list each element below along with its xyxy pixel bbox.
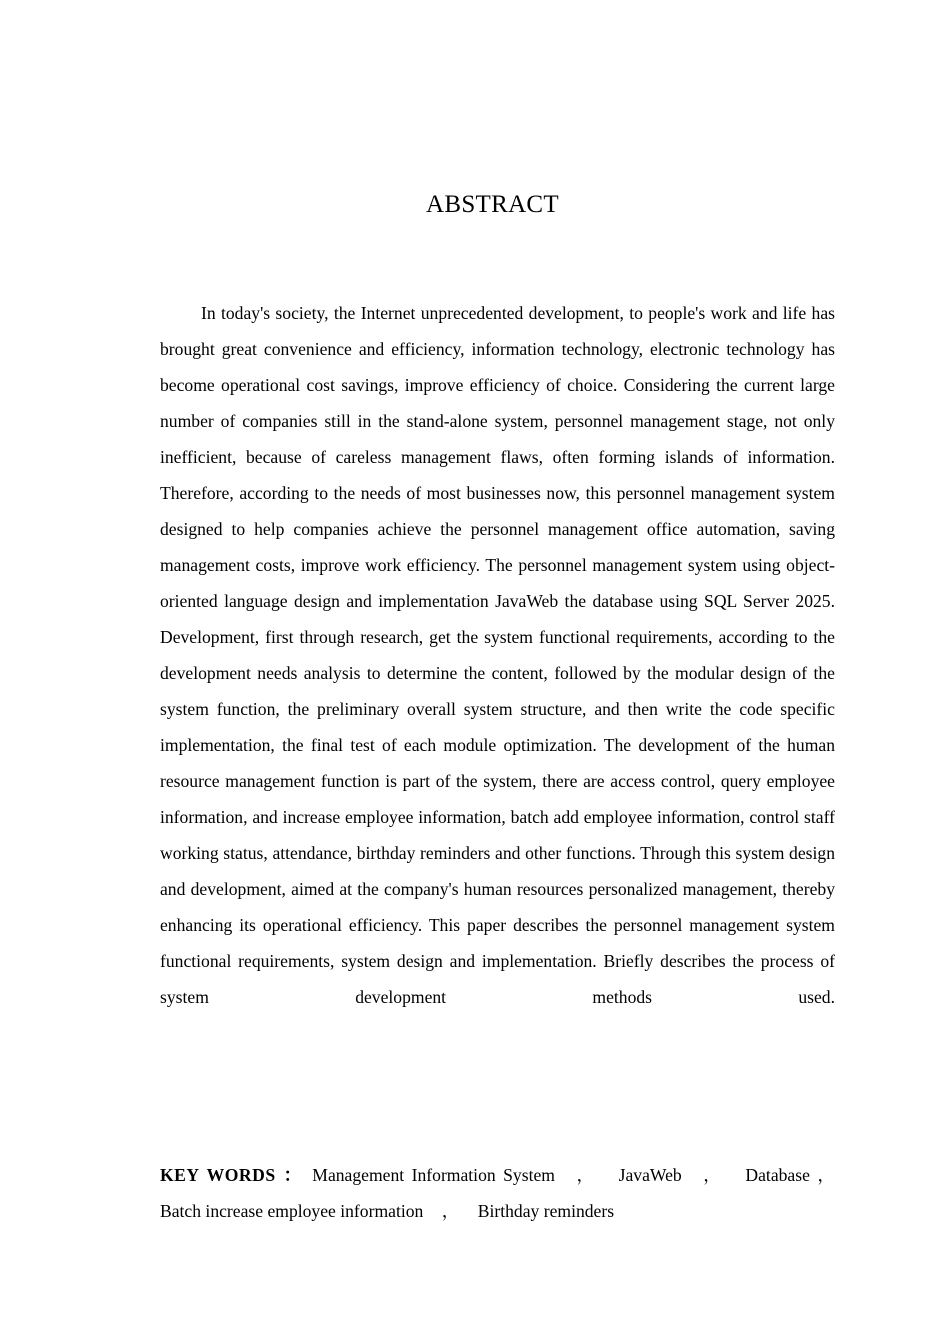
keywords-section (160, 1157, 835, 1229)
keywords-label: KEY WORDS ： (160, 1165, 305, 1185)
keyword-separator: ， (441, 1201, 460, 1221)
page-title: ABSTRACT (426, 191, 559, 218)
keyword-item: Batch increase employee information (160, 1201, 424, 1221)
abstract-body-text: In today's society, the Internet unprecedented development, to people's work and life has brought great convenience and efficiency, information technology, electronic technology has become operational cost savings, improve efficiency of choice. Considering the current large number of companies still in the stand-alone system, personnel management stage, not only inefficient, because of careless management flaws, often forming islands of information. Therefore, according to the needs of most businesses now, this personnel management system designed to help companies achieve the personnel management office automation, saving management costs, improve work efficiency. The personnel management system using object-oriented language design and implementation JavaWeb the database using SQL Server 2025. Development, first through research, get the system functional requirements, according to the development needs analysis to determine the content, followed by the modular design of the system function, the preliminary overall system structure, and then write the code specific implementation, the final test of each module optimization. The development of the human resource management function is part of the system, there are access control, query employee information, and increase employee information, batch add employee information, control staff working status, attendance, birthday reminders and other functions. Through this system design and development, aimed at the company's human resources personalized management, thereby enhancing its operational efficiency. This paper describes the personnel management system functional requirements, system design and implementation. Briefly describes the process of system development methods used. (160, 303, 835, 1007)
keyword-separator: ， (703, 1165, 724, 1185)
keyword-item: Management Information System (312, 1165, 555, 1185)
keyword-item: Birthday reminders (477, 1201, 615, 1221)
keyword-item: Database (745, 1165, 810, 1185)
keyword-item: JavaWeb (618, 1165, 682, 1185)
keyword-separator: ， (817, 1165, 836, 1185)
keyword-separator: ， (576, 1165, 598, 1185)
